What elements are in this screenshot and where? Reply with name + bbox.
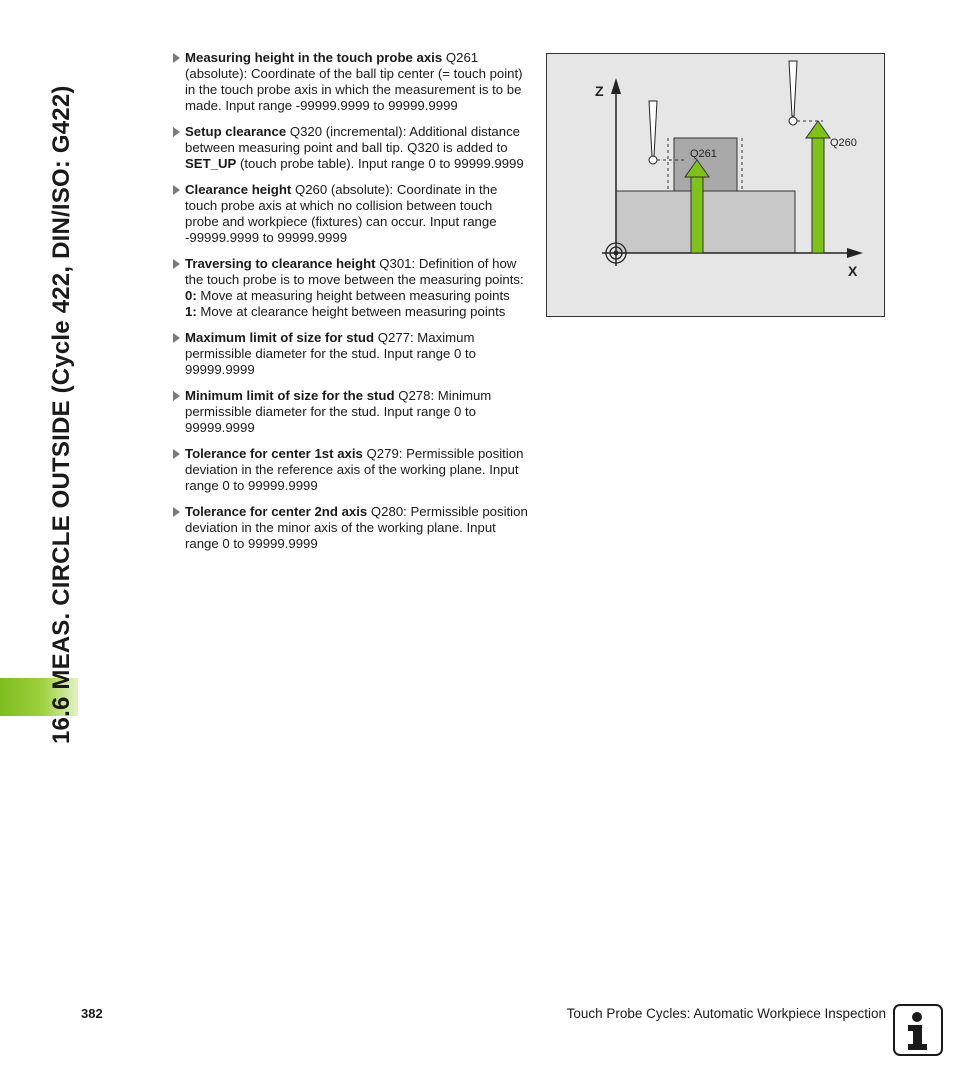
param-name: Tolerance for center 2nd axis	[185, 504, 368, 519]
bullet-arrow-icon	[173, 127, 180, 137]
probe-diagram-svg	[547, 54, 884, 316]
param-desc: Q261 (absolute): Coordinate of the ball tip center (= touch point) in the touch probe axis in which the measurement is to be made. Input range -99999.9999 to 99999.9999	[185, 50, 523, 113]
param-q320	[172, 124, 528, 172]
origin-dot	[614, 251, 619, 256]
footer-title: Touch Probe Cycles: Automatic Workpiece Inspection	[566, 1006, 886, 1021]
param-name: Setup clearance	[185, 124, 287, 139]
arrow-q260-head	[806, 121, 830, 138]
bullet-arrow-icon	[173, 259, 180, 269]
arrow-q261-shaft	[691, 176, 703, 253]
param-desc: Q320 (incremental): Additional distance between measuring point and ball tip. Q320 is added to	[185, 124, 520, 155]
bullet-arrow-icon	[173, 507, 180, 517]
param-desc: Q301: Definition of how the touch probe is to move between the measuring points:	[185, 256, 524, 287]
param-q260	[172, 182, 528, 246]
workpiece-block	[616, 191, 795, 253]
page-number: 382	[81, 1006, 103, 1021]
option-0: 0: Move at measuring height between measuring points	[185, 288, 510, 303]
label-q261: Q261	[690, 148, 717, 160]
param-desc: Q277: Maximum permissible diameter for the stud. Input range 0 to 99999.9999	[185, 330, 477, 377]
z-axis-label: Z	[595, 83, 604, 99]
bullet-arrow-icon	[173, 185, 180, 195]
bullet-arrow-icon	[173, 391, 180, 401]
option-1: 1: Move at clearance height between measuring points	[185, 304, 506, 319]
chapter-side-title	[0, 0, 80, 1091]
bullet-arrow-icon	[173, 449, 180, 459]
param-q301	[172, 256, 528, 320]
info-glyph-icon	[895, 1006, 941, 1054]
arrow-q260-shaft	[812, 137, 824, 253]
param-desc-bold: SET_UP	[185, 156, 237, 171]
param-name: Maximum limit of size for stud	[185, 330, 375, 345]
bullet-arrow-icon	[173, 53, 180, 63]
probe-diagram	[546, 53, 885, 317]
probe-ball-left	[649, 156, 657, 164]
param-name: Clearance height	[185, 182, 292, 197]
param-q279	[172, 446, 528, 494]
bullet-arrow-icon	[173, 333, 180, 343]
param-desc-cont: (touch probe table). Input range 0 to 99999.9999	[236, 156, 524, 171]
probe-stylus-left	[649, 101, 657, 156]
param-desc: Q278: Minimum permissible diameter for the stud. Input range 0 to 99999.9999	[185, 388, 492, 435]
x-axis-label: X	[848, 263, 858, 279]
param-name: Minimum limit of size for the stud	[185, 388, 395, 403]
chapter-title-text: 16.6 MEAS. CIRCLE OUTSIDE (Cycle 422, DIN/ISO: G422)	[48, 85, 75, 744]
param-q277	[172, 330, 528, 378]
z-axis-arrowhead	[611, 78, 621, 94]
info-icon	[893, 1004, 943, 1056]
parameter-list	[172, 50, 528, 562]
param-name: Tolerance for center 1st axis	[185, 446, 363, 461]
param-desc: Q280: Permissible position deviation in the minor axis of the working plane. Input range 0 to 99999.9999	[185, 504, 528, 551]
param-desc: Q279: Permissible position deviation in the reference axis of the working plane. Input range 0 to 99999.9999	[185, 446, 524, 493]
x-axis-arrowhead	[847, 248, 863, 258]
probe-stylus-right	[789, 61, 797, 116]
probe-ball-right	[789, 117, 797, 125]
param-q261	[172, 50, 528, 114]
param-name: Measuring height in the touch probe axis	[185, 50, 443, 65]
param-name: Traversing to clearance height	[185, 256, 376, 271]
param-q280	[172, 504, 528, 552]
param-desc: Q260 (absolute): Coordinate in the touch probe axis at which no collision between touch probe and workpiece (fixtures) can occur. Input range -99999.9999 to 99999.9999	[185, 182, 498, 245]
param-q278	[172, 388, 528, 436]
stud	[674, 138, 737, 191]
label-q260: Q260	[830, 137, 857, 149]
